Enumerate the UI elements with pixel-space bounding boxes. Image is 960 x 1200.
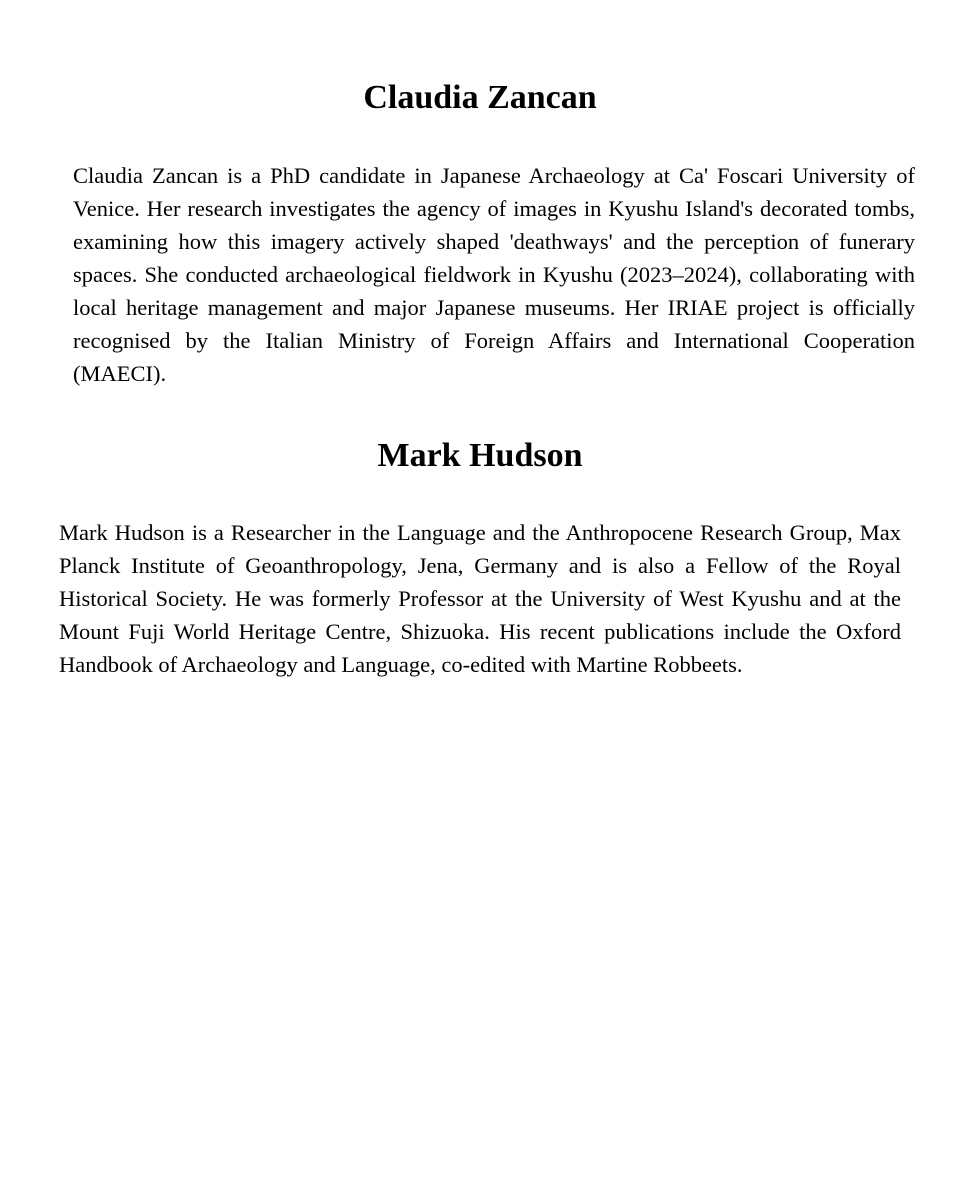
bio-section-claudia-zancan <box>0 76 960 390</box>
bio-paragraph: Claudia Zancan is a PhD candidate in Japanese Archaeology at Ca' Foscari University of Venice. Her research investigates the agency of images in Kyushu Island's decorated tombs, examining how this imagery actively shaped 'deathways' and the perception of funerary spaces. She conducted archaeological fieldwork in Kyushu (2023–2024), collaborating with local heritage management and major Japanese museums. Her IRIAE project is officially recognised by the Italian Ministry of Foreign Affairs and International Cooperation (MAECI). <box>73 163 915 386</box>
bio-section-mark-hudson <box>0 434 960 681</box>
bio-name-heading: Claudia Zancan <box>363 79 597 116</box>
bio-name-heading: Mark Hudson <box>377 437 583 474</box>
bio-paragraph: Mark Hudson is a Researcher in the Language and the Anthropocene Research Group, Max Planck Institute of Geoanthropology, Jena, Germany and is also a Fellow of the Royal Historical Society. He was formerly Professor at the University of West Kyushu and at the Mount Fuji World Heritage Centre, Shizuoka. His recent publications include the Oxford Handbook of Archaeology and Language, co-edited with Martine Robbeets. <box>59 520 901 677</box>
